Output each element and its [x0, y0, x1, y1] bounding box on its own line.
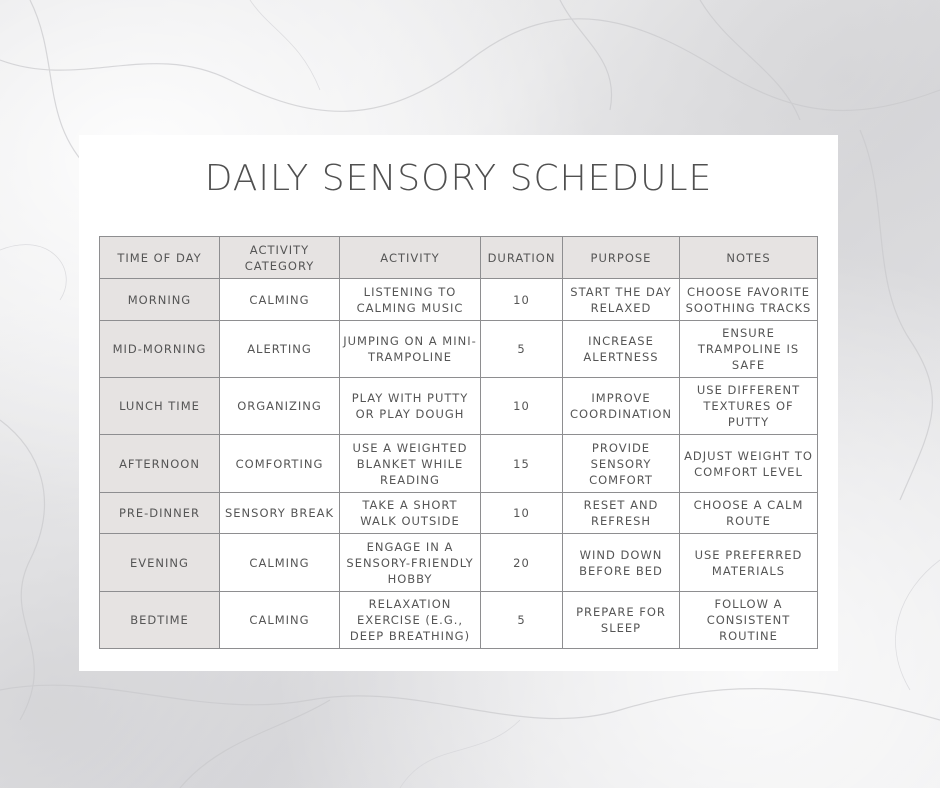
table-row: [100, 279, 818, 321]
category-cell: CALMING: [220, 592, 340, 649]
duration-cell: 10: [481, 279, 563, 321]
time-of-day-cell: EVENING: [100, 534, 220, 592]
activity-cell: RELAXATION EXERCISE (E.G., DEEP BREATHING): [340, 592, 481, 649]
time-of-day-cell: LUNCH TIME: [100, 378, 220, 435]
table-header-row: [100, 237, 818, 279]
category-cell: ALERTING: [220, 321, 340, 378]
time-of-day-cell: BEDTIME: [100, 592, 220, 649]
table-row: [100, 493, 818, 534]
duration-cell: 15: [481, 435, 563, 493]
table-row: [100, 592, 818, 649]
table-row: [100, 321, 818, 378]
category-cell: SENSORY BREAK: [220, 493, 340, 534]
notes-cell: CHOOSE FAVORITE SOOTHING TRACKS: [680, 279, 818, 321]
notes-cell: FOLLOW A CONSISTENT ROUTINE: [680, 592, 818, 649]
schedule-table: [99, 236, 818, 649]
time-of-day-cell: MID-MORNING: [100, 321, 220, 378]
page-title: DAILY SENSORY SCHEDULE: [204, 158, 713, 199]
purpose-cell: PROVIDE SENSORY COMFORT: [563, 435, 680, 493]
notes-cell: USE PREFERRED MATERIALS: [680, 534, 818, 592]
activity-cell: LISTENING TO CALMING MUSIC: [340, 279, 481, 321]
notes-cell: ADJUST WEIGHT TO COMFORT LEVEL: [680, 435, 818, 493]
purpose-cell: INCREASE ALERTNESS: [563, 321, 680, 378]
duration-cell: 10: [481, 378, 563, 435]
table-row: [100, 378, 818, 435]
purpose-cell: START THE DAY RELAXED: [563, 279, 680, 321]
time-of-day-cell: AFTERNOON: [100, 435, 220, 493]
category-cell: CALMING: [220, 534, 340, 592]
time-of-day-cell: PRE-DINNER: [100, 493, 220, 534]
schedule-card: [79, 135, 838, 671]
time-of-day-cell: MORNING: [100, 279, 220, 321]
purpose-cell: WIND DOWN BEFORE BED: [563, 534, 680, 592]
activity-cell: ENGAGE IN A SENSORY-FRIENDLY HOBBY: [340, 534, 481, 592]
activity-cell: PLAY WITH PUTTY OR PLAY DOUGH: [340, 378, 481, 435]
column-header: DURATION: [481, 237, 563, 279]
table-row: [100, 435, 818, 493]
duration-cell: 10: [481, 493, 563, 534]
column-header: ACTIVITY: [340, 237, 481, 279]
column-header: ACTIVITY CATEGORY: [220, 237, 340, 279]
category-cell: CALMING: [220, 279, 340, 321]
category-cell: ORGANIZING: [220, 378, 340, 435]
duration-cell: 5: [481, 321, 563, 378]
activity-cell: USE A WEIGHTED BLANKET WHILE READING: [340, 435, 481, 493]
activity-cell: TAKE A SHORT WALK OUTSIDE: [340, 493, 481, 534]
notes-cell: ENSURE TRAMPOLINE IS SAFE: [680, 321, 818, 378]
table-row: [100, 534, 818, 592]
activity-cell: JUMPING ON A MINI-TRAMPOLINE: [340, 321, 481, 378]
column-header: NOTES: [680, 237, 818, 279]
purpose-cell: PREPARE FOR SLEEP: [563, 592, 680, 649]
column-header: TIME OF DAY: [100, 237, 220, 279]
notes-cell: USE DIFFERENT TEXTURES OF PUTTY: [680, 378, 818, 435]
purpose-cell: IMPROVE COORDINATION: [563, 378, 680, 435]
notes-cell: CHOOSE A CALM ROUTE: [680, 493, 818, 534]
column-header: PURPOSE: [563, 237, 680, 279]
duration-cell: 20: [481, 534, 563, 592]
category-cell: COMFORTING: [220, 435, 340, 493]
purpose-cell: RESET AND REFRESH: [563, 493, 680, 534]
duration-cell: 5: [481, 592, 563, 649]
